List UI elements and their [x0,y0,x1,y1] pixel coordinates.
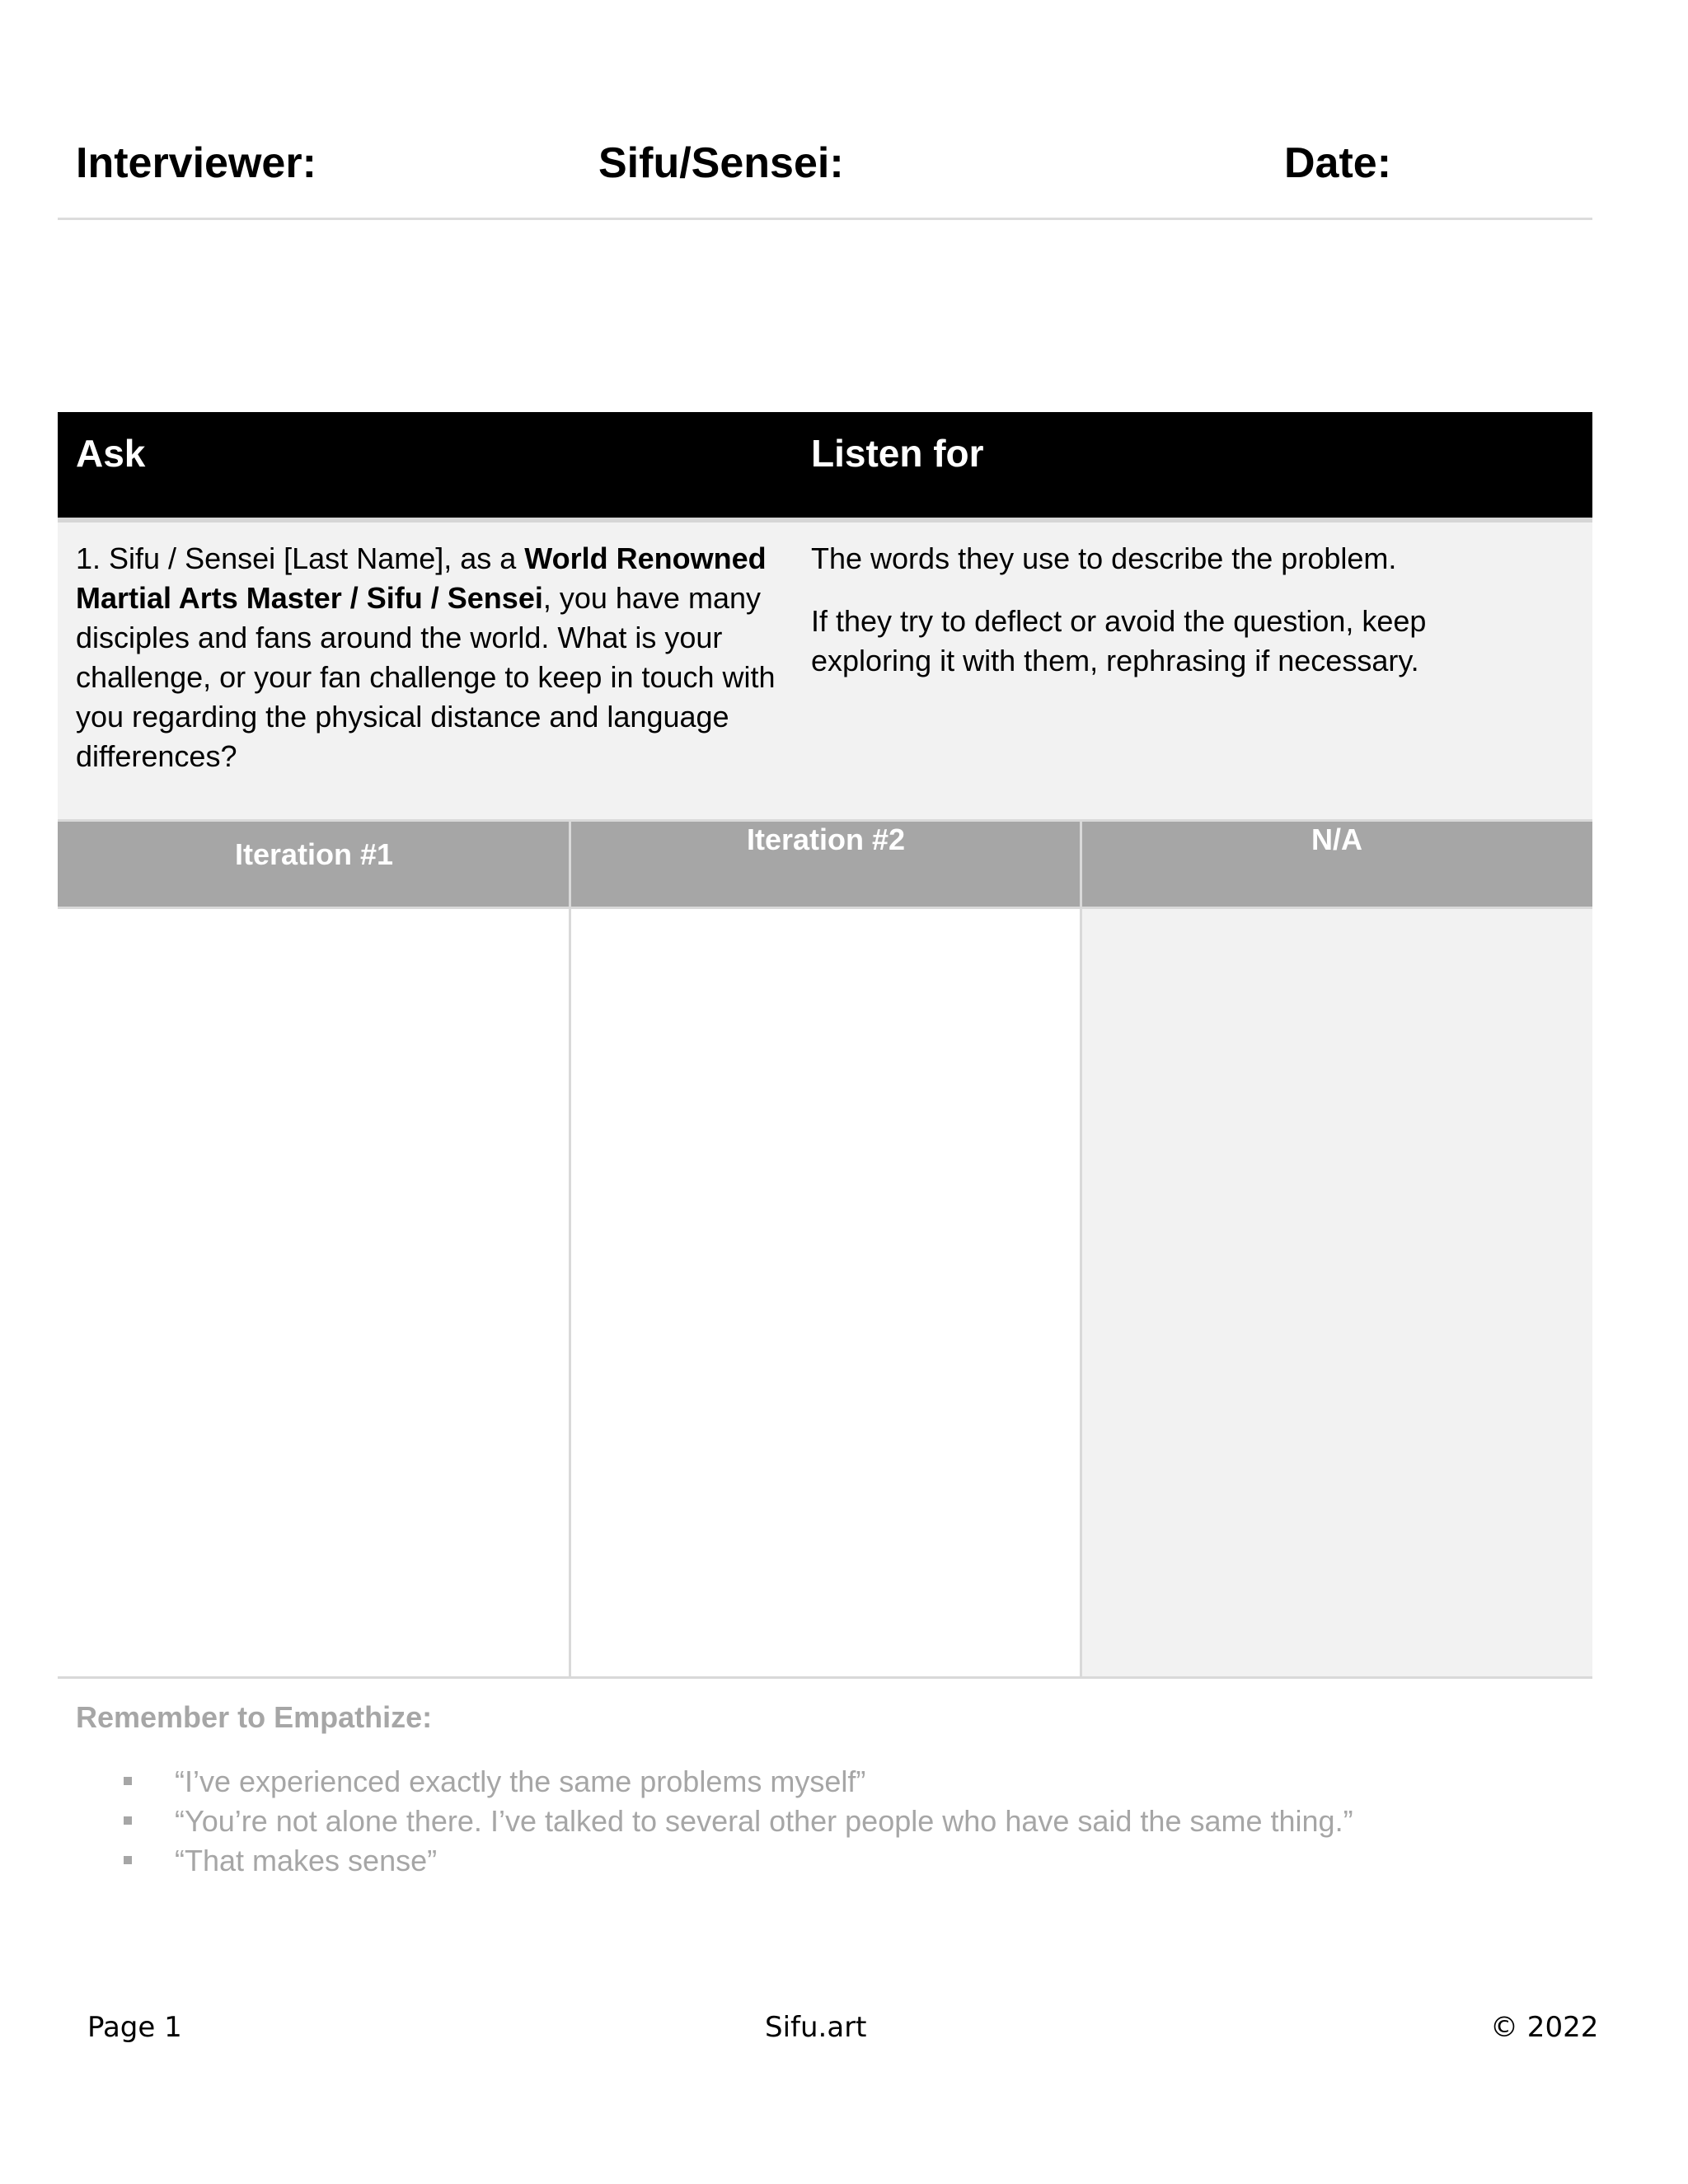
iteration-1-header [58,821,570,908]
tip-text: “You’re not alone there. I’ve talked to several other people who have said the same thing.” [175,1804,1353,1838]
column-divider [1080,821,1082,1678]
question-suffix: , you have many disciples and fans around the world. What is your challenge, or your fan challenge to keep in touch with you regarding the physical distance and language differences? [76,581,776,773]
question-text [76,539,801,776]
question-row [58,523,1592,821]
header-divider [58,218,1592,220]
empathize-tips-list [124,1762,1353,1881]
listen-for-column [811,539,1553,704]
na-header [1081,821,1592,908]
na-label: N/A [1311,823,1362,856]
empathize-title: Remember to Empathize: [76,1700,433,1734]
iteration-1-answer-area[interactable] [58,908,570,1678]
tip-text: “That makes sense” [175,1844,438,1877]
interviewer-label: Interviewer: [76,139,316,187]
date-label: Date: [1284,139,1392,187]
row-divider [58,819,1592,822]
square-bullet-icon [124,1816,132,1825]
iteration-2-answer-area[interactable] [570,908,1081,1678]
square-bullet-icon [124,1777,132,1785]
ask-heading: Ask [76,432,146,475]
iteration-1-label: Iteration #1 [234,837,394,871]
question-bold-phrase: World Renowned Martial Arts Master / Sifu / Sensei [76,541,767,615]
iteration-2-header [570,821,1081,908]
table-header-bar [58,412,1592,518]
table-bottom-border [58,1676,1592,1679]
page-number: Page 1 [87,2011,182,2044]
list-item [124,1841,1353,1881]
listen-for-item: If they try to deflect or avoid the question, keep exploring it with them, rephrasing if necessary. [811,604,1427,677]
na-answer-area[interactable] [1081,908,1592,1678]
footer-copyright: © 2022 [1490,2011,1599,2044]
tip-text: “I’ve experienced exactly the same problems myself” [175,1765,866,1798]
listen-for-item: The words they use to describe the problem. [811,541,1397,575]
column-divider [569,821,571,1678]
question-prefix: 1. Sifu / Sensei [Last Name], as a [76,541,525,575]
list-item [124,1802,1353,1841]
row-divider [58,907,1592,909]
list-item [124,1762,1353,1802]
footer-site: Sifu.art [765,2011,867,2044]
listen-for-heading: Listen for [811,432,984,475]
sifu-sensei-label: Sifu/Sensei: [598,139,844,187]
iteration-2-label: Iteration #2 [746,823,906,856]
square-bullet-icon [124,1856,132,1864]
